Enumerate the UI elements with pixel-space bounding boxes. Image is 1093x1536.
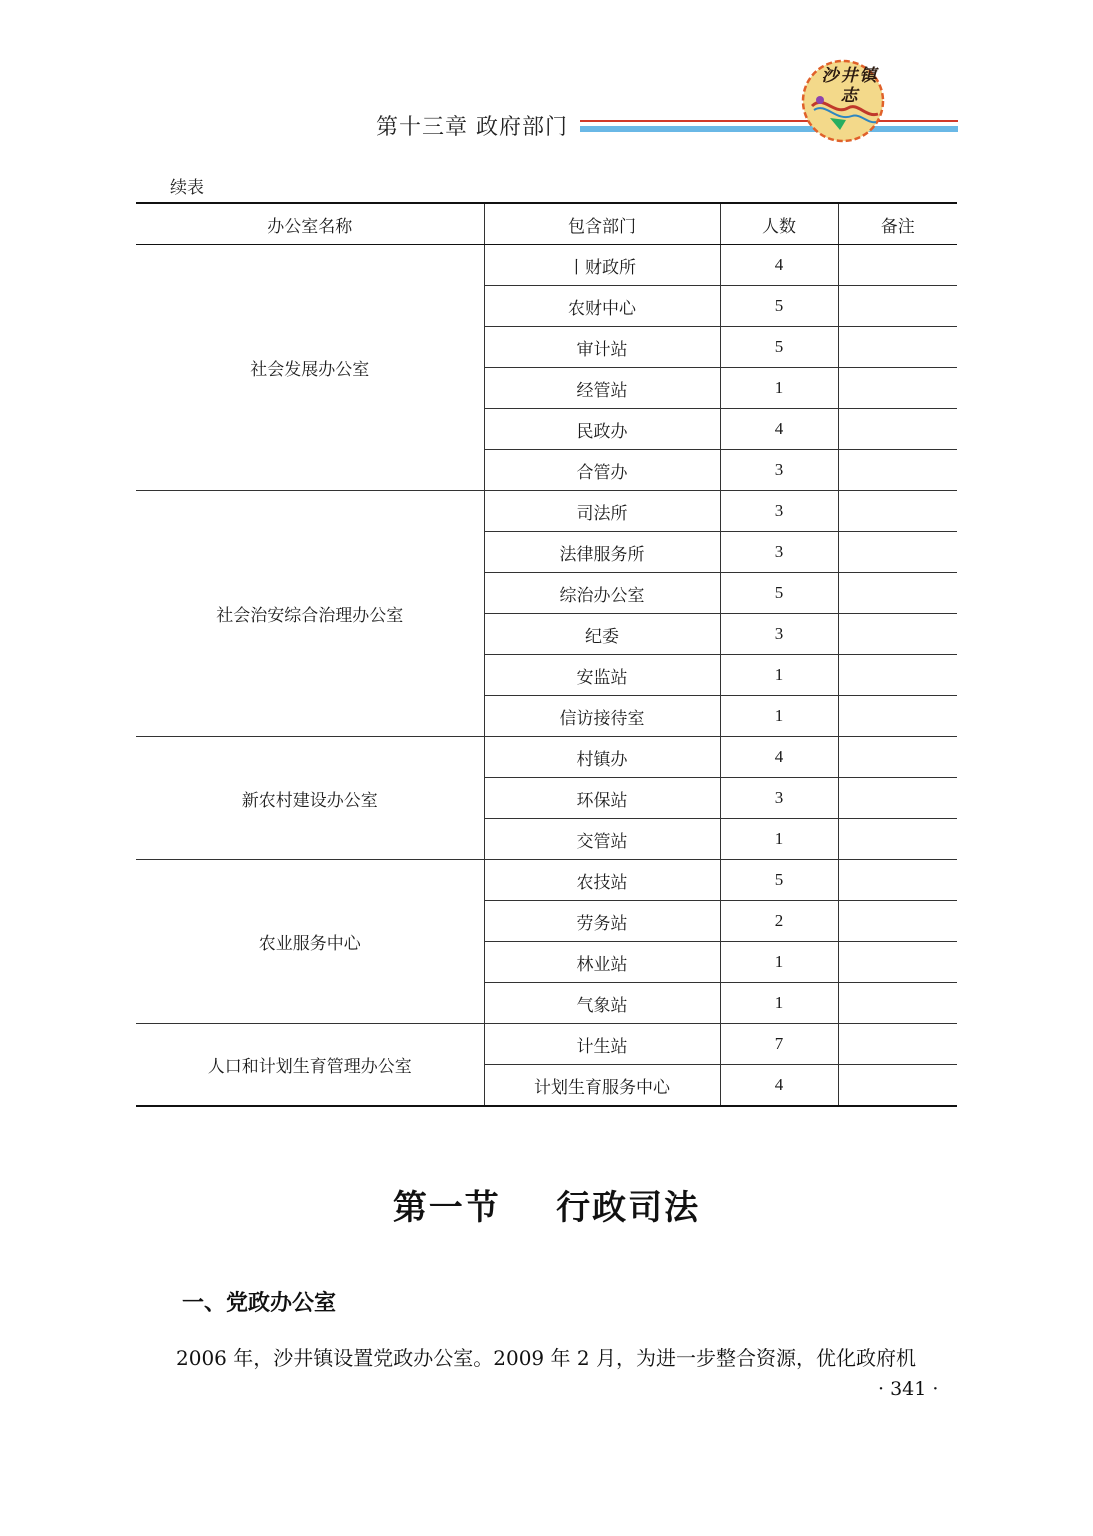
department-cell: 交管站 xyxy=(484,819,720,860)
count-cell: 3 xyxy=(720,778,838,819)
section-title: 第一节 行政司法 xyxy=(392,1188,701,1228)
department-cell: 纪委 xyxy=(484,614,720,655)
note-cell xyxy=(838,573,957,614)
note-cell xyxy=(838,409,957,450)
note-cell xyxy=(838,696,957,737)
count-cell: 5 xyxy=(720,860,838,901)
count-cell: 5 xyxy=(720,573,838,614)
body-paragraph: 2006 年，沙井镇设置党政办公室。2009 年 2 月，为进一步整合资源，优化政府机 xyxy=(176,1346,916,1370)
note-cell xyxy=(838,614,957,655)
department-cell: 法律服务所 xyxy=(484,532,720,573)
department-cell: 劳务站 xyxy=(484,901,720,942)
department-cell: 林业站 xyxy=(484,942,720,983)
header-red-rule xyxy=(580,120,958,122)
department-table xyxy=(136,202,957,1107)
chapter-title: 第十三章 政府部门 xyxy=(376,115,568,140)
department-cell: 计划生育服务中心 xyxy=(484,1065,720,1107)
note-cell xyxy=(838,491,957,532)
office-name-cell: 农业服务中心 xyxy=(136,860,484,1024)
note-cell xyxy=(838,655,957,696)
department-cell: 综治办公室 xyxy=(484,573,720,614)
count-cell: 4 xyxy=(720,409,838,450)
table-caption: 续表 xyxy=(170,178,204,198)
table-row xyxy=(136,1024,957,1065)
header-notes: 备注 xyxy=(838,203,957,245)
department-cell: 司法所 xyxy=(484,491,720,532)
department-cell: 气象站 xyxy=(484,983,720,1024)
count-cell: 1 xyxy=(720,819,838,860)
note-cell xyxy=(838,942,957,983)
note-cell xyxy=(838,983,957,1024)
page-number: · 341 · xyxy=(878,1378,939,1400)
seal-text: 沙井镇志 xyxy=(821,66,879,106)
note-cell xyxy=(838,532,957,573)
note-cell xyxy=(838,1024,957,1065)
department-cell: 安监站 xyxy=(484,655,720,696)
department-cell: 丨财政所 xyxy=(484,245,720,286)
header-count: 人数 xyxy=(720,203,838,245)
count-cell: 1 xyxy=(720,368,838,409)
count-cell: 3 xyxy=(720,532,838,573)
office-name-cell: 新农村建设办公室 xyxy=(136,737,484,860)
office-name-cell: 人口和计划生育管理办公室 xyxy=(136,1024,484,1107)
note-cell xyxy=(838,245,957,286)
count-cell: 1 xyxy=(720,655,838,696)
department-cell: 环保站 xyxy=(484,778,720,819)
count-cell: 2 xyxy=(720,901,838,942)
department-cell: 信访接待室 xyxy=(484,696,720,737)
note-cell xyxy=(838,778,957,819)
office-name-cell: 社会治安综合治理办公室 xyxy=(136,491,484,737)
department-cell: 村镇办 xyxy=(484,737,720,778)
department-cell: 计生站 xyxy=(484,1024,720,1065)
count-cell: 5 xyxy=(720,327,838,368)
count-cell: 3 xyxy=(720,491,838,532)
header-departments: 包含部门 xyxy=(484,203,720,245)
note-cell xyxy=(838,737,957,778)
page-header xyxy=(0,0,1093,160)
department-cell: 审计站 xyxy=(484,327,720,368)
department-cell: 民政办 xyxy=(484,409,720,450)
count-cell: 1 xyxy=(720,942,838,983)
table-row xyxy=(136,491,957,532)
header-office-name: 办公室名称 xyxy=(136,203,484,245)
count-cell: 4 xyxy=(720,737,838,778)
header-blue-rule xyxy=(580,126,958,132)
department-cell: 农财中心 xyxy=(484,286,720,327)
table-row xyxy=(136,245,957,286)
table-row xyxy=(136,860,957,901)
table-header-row xyxy=(136,203,957,245)
note-cell xyxy=(838,860,957,901)
note-cell xyxy=(838,368,957,409)
table-row xyxy=(136,737,957,778)
count-cell: 5 xyxy=(720,286,838,327)
count-cell: 4 xyxy=(720,245,838,286)
office-name-cell: 社会发展办公室 xyxy=(136,245,484,491)
subsection-title: 一、党政办公室 xyxy=(182,1291,337,1316)
count-cell: 4 xyxy=(720,1065,838,1107)
note-cell xyxy=(838,901,957,942)
department-cell: 农技站 xyxy=(484,860,720,901)
count-cell: 1 xyxy=(720,696,838,737)
department-cell: 经管站 xyxy=(484,368,720,409)
count-cell: 3 xyxy=(720,450,838,491)
note-cell xyxy=(838,327,957,368)
department-cell: 合管办 xyxy=(484,450,720,491)
note-cell xyxy=(838,450,957,491)
count-cell: 3 xyxy=(720,614,838,655)
count-cell: 1 xyxy=(720,983,838,1024)
count-cell: 7 xyxy=(720,1024,838,1065)
note-cell xyxy=(838,1065,957,1107)
note-cell xyxy=(838,286,957,327)
note-cell xyxy=(838,819,957,860)
